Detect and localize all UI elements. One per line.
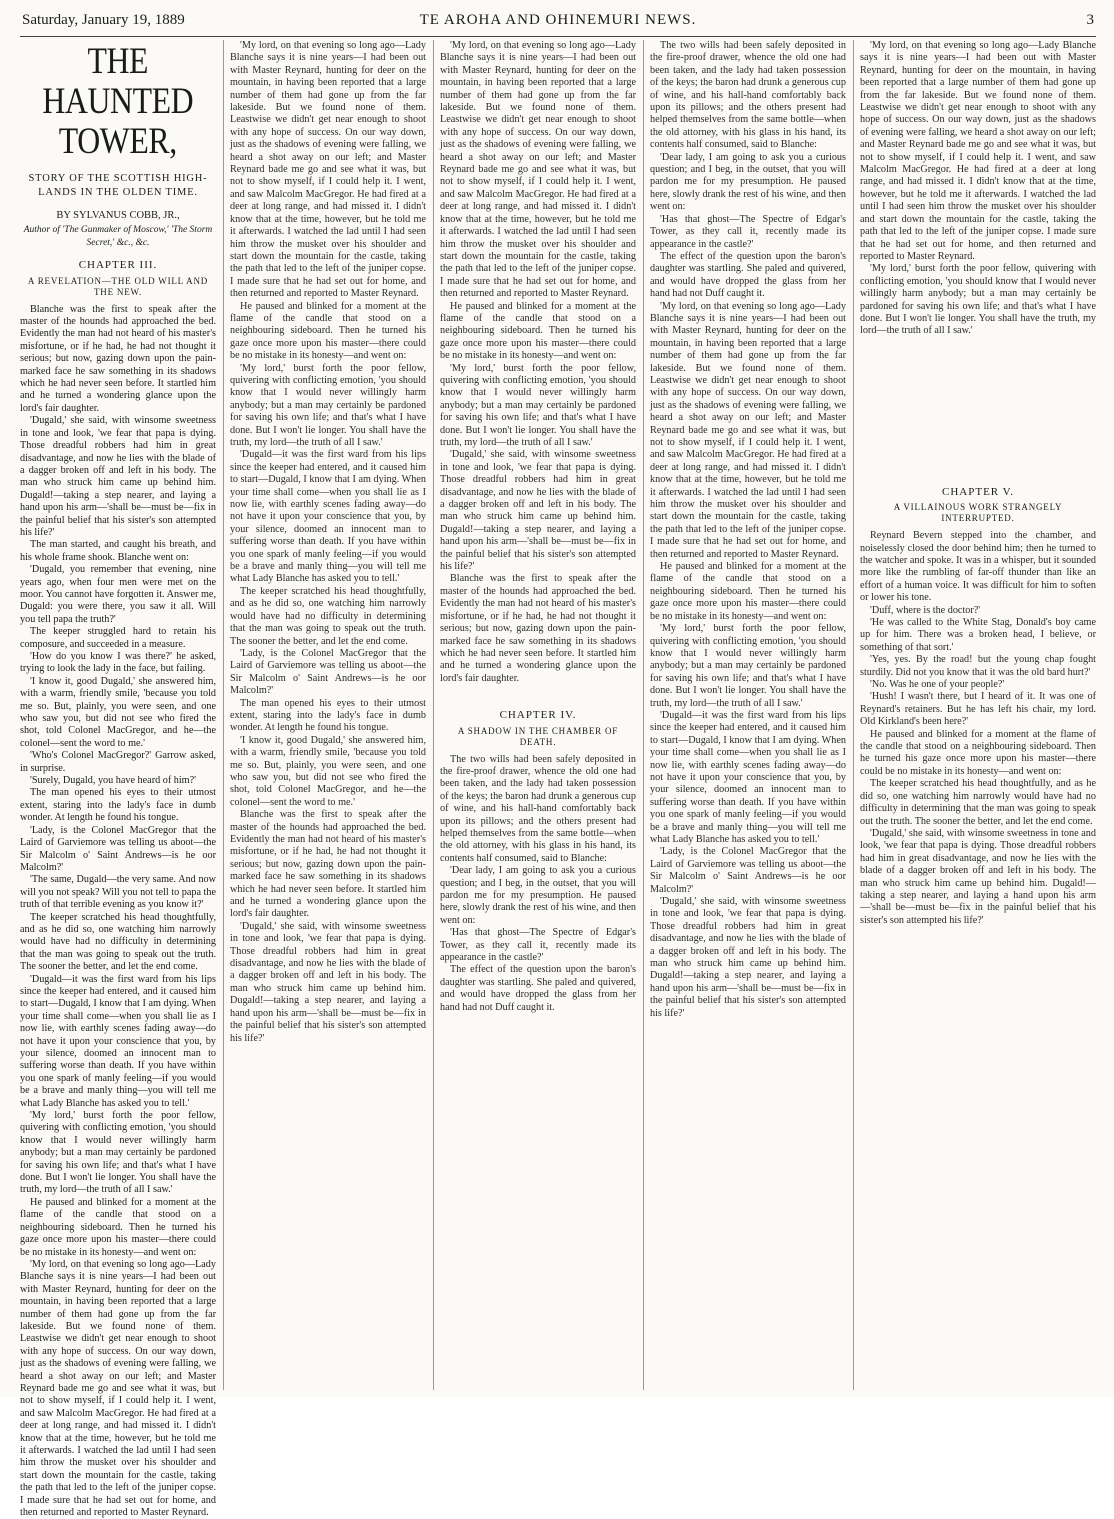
byline-note: Author of 'The Gunmaker of Moscow,' 'The Storm Secret,' &c., &c. — [23, 225, 213, 248]
paragraph: Blanche was the first to speak after the master of the hounds had approached the bed. Evidently the man had not heard of his master's misfortune, or if he had, he had not thought it serious; but now, gazing down upon the pain-marked face he saw something in its shadows which he had never seen before. It startled him and he turned a wondering glance upon the lord's fair daughter. — [20, 303, 216, 414]
paragraph: Blanche was the first to speak after the master of the hounds had approached the bed. Evidently the man had not heard of his master's misfortune, or if he had, he had not thought it serious; but now, gazing down upon the pain-marked face he saw something in its shadows which he had never seen before. It startled him and he turned a wondering glance upon the lord's fair daughter. — [230, 809, 426, 920]
paragraph: The man opened his eyes to their utmost extent, staring into the lady's face in dumb wonder. At length he found his tongue. — [20, 787, 216, 824]
column-5 — [860, 40, 1096, 1390]
paragraph: The man opened his eyes to their utmost extent, staring into the lady's face in dumb wonder. At length he found his tongue. — [230, 697, 426, 734]
paragraph: He paused and blinked for a moment at the flame of the candle that stood on a neighbouring sideboard. Then he turned his gaze once more upon his master—there could be no mistake in its honesty—and went on: — [650, 561, 846, 622]
paragraph: The two wills had been safely deposited in the fire-proof drawer, whence the old one had been taken, and the lady had taken possession of the keys; the baron had drunk a generous cup of wine, and his hall-hand comfortably back upon its pillows; and the others present had helped themselves from the same bottle—when the old attorney, with his glass in his hand, its contents half consumed, said to Blanche: — [440, 753, 636, 864]
paragraph: 'Yes, yes. By the road! but the young chap fought sturdily. Did not you know that it was the old bard hurt?' — [860, 654, 1096, 678]
paragraph: 'Dugald,' she said, with winsome sweetness in tone and look, 'we fear that papa is dying. Those dreadful robbers had him in great disadvantage, and now he lies with the blade of a dagger broken off and left in his body. The man who struck him came up behind him. Dugald!—taking a step nearer, and laying a hand upon his arm—'shall be—must be—fix in the painful belief that his sister's son attempted his life?' — [650, 896, 846, 1019]
paragraph: The keeper scratched his head thoughtfully, and as he did so, one watching him narrowly would have had no difficulty in determining that the man was going to speak out the truth. The sooner the better, and let the end come. — [20, 911, 216, 973]
paragraph: He paused and blinked for a moment at the flame of the candle that stood on a neighbouring sideboard. Then he turned his gaze once more upon his master—there could be no mistake in its honesty—and went on: — [20, 1196, 216, 1258]
masthead — [20, 6, 1096, 37]
issue-date: Saturday, January 19, 1889 — [22, 12, 185, 28]
paragraph: 'I know it, good Dugald,' she answered him, with a warm, friendly smile, 'because you told me so. But, plainly, you were seen, and one who saw you, but did not see who fired the shot, told Colonel MacGregor, and he—the colonel—sent the word to me.' — [20, 675, 216, 749]
paragraph: 'My lord, on that evening so long ago—Lady Blanche says it is nine years—I had been out with Master Reynard, hunting for deer on the mountain, in having been reported that a large number of them had gone up from the far lakeside. But we found none of them. Leastwise we didn't get near enough to shoot with any hope of success. On our way down, just as the shadows of evening were falling, we heard a shot away on our left; and Master Reynard bade me go and see what it was, but not to show myself, if I could help it. I went, and saw Malcolm MacGregor. He had fired at a deer at long range, and had missed it. I didn't know that at the time, however, but he told me it afterwards. I watched the lad until I had seen him throw the musket over his shoulder and start down the mountain for the castle, taking the path that led to the left of the juniper copse. I made sure that he had set out for home, and then returned and reported to Master Reynard. — [440, 40, 636, 300]
paragraph: 'My lord, on that evening so long ago—Lady Blanche says it is nine years—I had been out with Master Reynard, hunting for deer on the mountain, in having been reported that a large number of them had gone up from the far lakeside. But we found none of them. Leastwise we didn't get near enough to shoot with any hope of success. On our way down, just as the shadows of evening were falling, we heard a shot away on our left; and Master Reynard bade me go and see what it was, but not to show myself, if I could help it. I went, and saw Malcolm MacGregor. He had fired at a deer at long range, and had missed it. I didn't know that at the time, however, but he told me it afterwards. I watched the lad until I had seen him throw the musket over his shoulder and start down the mountain for the castle, taking the path that led to the left of the juniper copse. I made sure that he had set out for home, and then returned and reported to Master Reynard. — [860, 40, 1096, 262]
paragraph: 'Dugald—it was the first ward from his lips since the keeper had entered, and it caused him to start—Dugald, I know that I am dying. When your time shall come—when you shall lie as I now lie, with earthly scenes fading away—do not have it upon your conscience that you, by your silence, doomed an innocent man to suffering worse than death. If you have within you one spark of manly feeling—if you would be a brave and manly thing—you will tell me what Lady Blanche has asked you to tell.' — [230, 449, 426, 585]
paragraph: 'My lord, on that evening so long ago—Lady Blanche says it is nine years—I had been out with Master Reynard, hunting for deer on the mountain, in having been reported that a large number of them had gone up from the far lakeside. But we found none of them. Leastwise we didn't get near enough to shoot with any hope of success. On our way down, just as the shadows of evening were falling, we heard a shot away on our left; and Master Reynard bade me go and see what it was, but not to show myself, if I could help it. I went, and saw Malcolm MacGregor. He had fired at a deer at long range, and had missed it. I didn't know that at the time, however, but he told me it afterwards. I watched the lad until I had seen him throw the musket over his shoulder and start down the mountain for the castle, taking the path that led to the left of the juniper copse. I made sure that he had set out for home, and then returned and reported to Master Reynard. — [230, 40, 426, 300]
paragraph: 'My lord, on that evening so long ago—Lady Blanche says it is nine years—I had been out with Master Reynard, hunting for deer on the mountain, in having been reported that a large number of them had gone up from the far lakeside. But we found none of them. Leastwise we didn't get near enough to shoot with any hope of success. On our way down, just as the shadows of evening were falling, we heard a shot away on our left; and Master Reynard bade me go and see what it was, but not to show myself, if I could help it. I went, and saw Malcolm MacGregor. He had fired at a deer at long range, and had missed it. I didn't know that at the time, however, but he told me it afterwards. I watched the lad until I had seen him throw the musket over his shoulder and start down the mountain for the castle, taking the path that led to the left of the juniper copse. I made sure that he had set out for home, and then returned and reported to Master Reynard. — [650, 300, 846, 560]
columns — [20, 40, 1096, 1519]
paragraph: 'Lady, is the Colonel MacGregor that the Laird of Garviemore was telling us aboot—the Sir Malcolm o' Saint Andrews—is he oor Malcolm?' — [20, 824, 216, 873]
chapter-heading: CHAPTER III. — [78, 259, 158, 272]
paragraph: Blanche was the first to speak after the master of the hounds had approached the bed. Evidently the man had not heard of his master's misfortune, or if he had, he had not thought it serious; but now, gazing down upon the pain-marked face he saw something in its shadows which he had never seen before. It startled him and he turned a wondering glance upon the lord's fair daughter. — [440, 573, 636, 684]
column-rule — [643, 40, 644, 1390]
chapter-heading: CHAPTER IV. — [499, 709, 577, 722]
paragraph: 'Dear lady, I am going to ask you a curious question; and I beg, in the outset, that you will pardon me for my presumption. He paused here, slowly drank the rest of his wine, and then went on: — [650, 151, 846, 213]
paragraph: 'The same, Dugald—the very same. And now will you not speak? Will you not tell to papa the truth of that terrible evening as you know it?' — [20, 874, 216, 911]
paragraph: 'My lord,' burst forth the poor fellow, quivering with conflicting emotion, 'you should know that I would never willingly harm anybody; but a man may certainly be pardoned for saving his own life; and that's what I have done. But I won't lie longer. You shall have the truth, my lord—the truth of all I saw.' — [20, 1110, 216, 1196]
paragraph: 'Dugald,' she said, with winsome sweetness in tone and look, 'we fear that papa is dying. Those dreadful robbers had him in great disadvantage, and now he lies with the blade of a dagger broken off and left in his body. The man who struck him came up behind him. Dugald!—taking a step nearer, and laying a hand upon his arm—'shall be—must be—fix in the painful belief that his sister's son attempted his life?' — [230, 920, 426, 1044]
paragraph: 'Lady, is the Colonel MacGregor that the Laird of Garviemore was telling us aboot—the Sir Malcolm o' Saint Andrews—is he oor Malcolm?' — [650, 846, 846, 895]
paragraph: The effect of the question upon the baron's daughter was startling. She paled and quivered, and would have dropped the glass from her hand had not Duff caught it. — [440, 964, 636, 1013]
paragraph: 'Has that ghost—The Spectre of Edgar's Tower, as they call it, recently made its appearance in the castle?' — [650, 213, 846, 250]
chapter-heading: CHAPTER V. — [942, 485, 1014, 498]
story-title: THE HAUNTED TOWER, — [42, 41, 194, 162]
paragraph: 'Dugald,' she said, with winsome sweetness in tone and look, 'we fear that papa is dying. Those dreadful robbers had him in great disadvantage, and now he lies with the blade of a dagger broken off and left in his body. The man who struck him came up behind him. Dugald!—taking a step nearer, and laying a hand upon his arm—'shall be—must be—fix in the painful belief that his sister's son attempted his life?' — [860, 827, 1096, 926]
paragraph: He paused and blinked for a moment at the flame of the candle that stood on a neighbouring sideboard. Then he turned his gaze once more upon his master—there could be no mistake in its honesty—and went on: — [440, 300, 636, 362]
paragraph: 'Lady, is the Colonel MacGregor that the Laird of Garviemore was telling us aboot—the Sir Malcolm o' Saint Andrews—is he oor Malcolm?' — [230, 647, 426, 697]
paragraph: 'My lord,' burst forth the poor fellow, quivering with conflicting emotion, 'you should know that I would never willingly harm anybody; but a man may certainly be pardoned for saving his own life; and that's what I have done. But I won't lie longer. You shall have the truth, my lord—the truth of all I saw.' — [230, 362, 426, 448]
paragraph: 'Dugald,' she said, with winsome sweetness in tone and look, 'we fear that papa is dying. Those dreadful robbers had him in great disadvantage, and now he lies with the blade of a dagger broken off and left in his body. The man who struck him came up behind him. Dugald!—taking a step nearer, and laying a hand upon his arm—'shall be—must be—fix in the painful belief that his sister's son attempted his life?' — [20, 415, 216, 538]
paragraph: 'My lord,' burst forth the poor fellow, quivering with conflicting emotion, 'you should know that I would never willingly harm anybody; but a man may certainly be pardoned for saving his own life; and that's what I have done. But I won't lie longer. You shall have the truth, my lord—the truth of all I saw.' — [650, 623, 846, 709]
column-rule — [223, 40, 224, 1390]
paragraph: 'Duff, where is the doctor?' — [870, 604, 981, 616]
paragraph: 'Surely, Dugald, you have heard of him?' — [30, 775, 196, 787]
paragraph: 'Has that ghost—The Spectre of Edgar's Tower, as they call it, recently made its appearance in the castle?' — [440, 927, 636, 964]
page-number: 3 — [1086, 12, 1094, 28]
column-3 — [440, 40, 636, 1390]
column-4 — [650, 40, 846, 1390]
paragraph: 'He was called to the White Stag, Donald's boy came up for him. There was a broken head, I believe, or something of that sort.' — [860, 617, 1096, 653]
paragraph: The keeper scratched his head thoughtfully, and as he did so, one watching him narrowly would have had no difficulty in determining that the man was going to speak out the truth. The sooner the better, and let the end come. — [860, 778, 1096, 827]
paragraph: The keeper scratched his head thoughtfully, and as he did so, one watching him narrowly would have had no difficulty in determining that the man was going to speak out the truth. The sooner the better, and let the end come. — [230, 585, 426, 647]
story-subtitle: STORY OF THE SCOTTISH HIGH-LANDS IN THE OLDEN TIME. — [28, 173, 208, 198]
story-byline: BY SYLVANUS COBB, JR., — [56, 210, 180, 221]
paragraph: Reynard Bevern stepped into the chamber, and noiselessly closed the door behind him; then he turned to the watcher and spoke. It was in a whisper, but it sounded more like the rumbling of far-off thunder than like an effort of a human voice. It was difficult for him to soften or lower his tone. — [860, 530, 1096, 604]
paragraph: 'Dugald—it was the first ward from his lips since the keeper had entered, and it caused him to start—Dugald, I know that I am dying. When your time shall come—when you shall lie as I now lie, with earthly scenes fading away—do not have it upon your conscience that you, by your silence, doomed an innocent man to suffering worse than death. If you have within you one spark of manly feeling—if you would be a brave and manly thing—you will tell me what Lady Blanche has asked you to tell.' — [20, 973, 216, 1109]
paragraph: 'My lord,' burst forth the poor fellow, quivering with conflicting emotion, 'you should know that I would never willingly harm anybody; but a man may certainly be pardoned for saving his own life; and that's what I have done. But I won't lie longer. You shall have the truth, my lord—the truth of all I saw.' — [860, 263, 1096, 337]
paragraph: 'Hush! I wasn't there, but I heard of it. It was one of Reynard's retainers. But he has left his chair, my lord. Old Kirkland's been here?' — [860, 691, 1096, 728]
paragraph: The keeper struggled hard to retain his composure, and succeeded in a measure. — [20, 626, 216, 650]
newspaper-name: TE AROHA AND OHINEMURI NEWS. — [419, 12, 697, 28]
paragraph: The effect of the question upon the baron's daughter was startling. She paled and quivered, and would have dropped the glass from her hand had not Duff caught it. — [650, 250, 846, 300]
chapter-subheading: A REVELATION—THE OLD WILL AND THE NEW. — [27, 275, 209, 297]
paragraph: The man started, and caught his breath, and his whole frame shook. Blanche went on: — [20, 539, 216, 563]
paragraph: 'No. Was he one of your people?' — [870, 679, 1005, 691]
paragraph: The two wills had been safely deposited in the fire-proof drawer, whence the old one had been taken, and the lady had taken possession of the keys; the baron had drunk a generous cup of wine, and his hall-hand comfortably back upon its pillows; and the others present had helped themselves from the same bottle—when the old attorney, with his glass in his hand, its contents half consumed, said to Blanche: — [650, 40, 846, 151]
paragraph: 'Dear lady, I am going to ask you a curious question; and I beg, in the outset, that you will pardon me for my presumption. He paused here, slowly drank the rest of his wine, and then went on: — [440, 865, 636, 926]
paragraph: 'How do you know I was there?' he asked, trying to look the lady in the face, but failing. — [20, 651, 216, 675]
column-rule — [853, 40, 854, 1390]
paragraph: 'Dugald, you remember that evening, nine years ago, when four men were met on the moor. You cannot have forgotten it. Answer me, Dugald: you were there, you saw it all. Will you tell papa the truth?' — [20, 564, 216, 625]
column-rule — [433, 40, 434, 1390]
paragraph: He paused and blinked for a moment at the flame of the candle that stood on a neighbouring sideboard. Then he turned his gaze once more upon his master—there could be no mistake in its honesty—and went on: — [860, 728, 1096, 777]
paragraph: 'I know it, good Dugald,' she answered him, with a warm, friendly smile, 'because you told me so. But, plainly, you were seen, and one who saw you, but did not see who fired the shot, told Colonel MacGregor, and he—the colonel—sent the word to me.' — [230, 734, 426, 808]
column-1 — [20, 40, 216, 1519]
chapter-subheading: A SHADOW IN THE CHAMBER OF DEATH. — [457, 725, 619, 747]
paragraph: He paused and blinked for a moment at the flame of the candle that stood on a neighbouring sideboard. Then he turned his gaze once more upon his master—there could be no mistake in its honesty—and went on: — [230, 300, 426, 362]
chapter-subheading: A VILLAINOUS WORK STRANGELY INTERRUPTED. — [893, 502, 1063, 524]
paragraph: 'My lord, on that evening so long ago—Lady Blanche says it is nine years—I had been out with Master Reynard, hunting for deer on the mountain, in having been reported that a large number of them had gone up from the far lakeside. But we found none of them. Leastwise we didn't get near enough to shoot with any hope of success. On our way down, just as the shadows of evening were falling, we heard a shot away on our left; and Master Reynard bade me go and see what it was, but not to show myself, if I could help it. I went, and saw Malcolm MacGregor. He had fired at a deer at long range, and had missed it. I didn't know that at the time, however, but he told me it afterwards. I watched the lad until I had seen him throw the musket over his shoulder and start down the mountain for the castle, taking the path that led to the left of the juniper copse. I made sure that he had set out for home, and then returned and reported to Master Reynard. — [20, 1258, 216, 1519]
paragraph: 'My lord,' burst forth the poor fellow, quivering with conflicting emotion, 'you should know that I would never willingly harm anybody; but a man may certainly be pardoned for saving his own life; and that's what I have done. But I won't lie longer. You shall have the truth, my lord—the truth of all I saw.' — [440, 362, 636, 448]
column-2 — [230, 40, 426, 1390]
paragraph: 'Dugald,' she said, with winsome sweetness in tone and look, 'we fear that papa is dying. Those dreadful robbers had him in great disadvantage, and now he lies with the blade of a dagger broken off and left in his body. The man who struck him came up behind him. Dugald!—taking a step nearer, and laying a hand upon his arm—'shall be—must be—fix in the painful belief that his sister's son attempted his life?' — [440, 449, 636, 573]
paragraph: 'Dugald—it was the first ward from his lips since the keeper had entered, and it caused him to start—Dugald, I know that I am dying. When your time shall come—when you shall lie as I now lie, with earthly scenes fading away—do not have it upon your conscience that you, by your silence, doomed an innocent man to suffering worse than death. If you have within you one spark of manly feeling—if you would be a brave and manly thing—you will tell me what Lady Blanche has asked you to tell.' — [650, 709, 846, 845]
paragraph: 'Who's Colonel MacGregor?' Garrow asked, in surprise. — [20, 750, 216, 774]
